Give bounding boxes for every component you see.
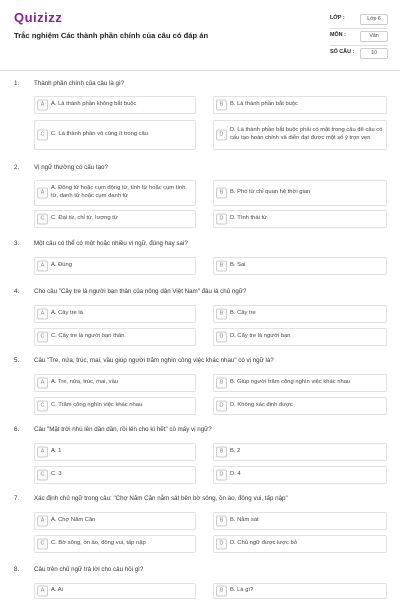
option-c[interactable] [34,397,196,415]
meta-row-class [330,12,388,29]
meta-value-class: Lớp 6 [360,14,388,25]
option-letter: B [216,516,227,527]
option-letter: D [216,332,227,343]
worksheet-title: Trắc nghiệm Các thành phần chính của câu có đáp án [14,31,209,40]
option-text: A. Động từ hoặc cụm động từ, tính từ hoặc cụm tính từ, danh từ hoặc cụm danh từ [51,185,186,199]
meta-label: SỐ CÂU : [330,49,355,55]
option-text: C. Là thành phần vô cùng ít trong câu [51,131,149,138]
option-text: A. Tre, nứa, trúc, mai, vầu [51,379,119,386]
question-number: 4. [14,288,20,295]
option-text: D. Tình thái từ [230,215,267,222]
option-b[interactable] [213,583,387,599]
option-letter: B [216,261,227,272]
option-d[interactable] [213,535,387,553]
option-letter: A [37,586,48,597]
meta-row-subject [330,29,388,46]
option-b[interactable] [213,180,387,206]
option-letter: B [216,378,227,389]
option-text: C. Trăm công nghìn việc khác nhau [51,402,143,409]
worksheet-meta [330,12,388,62]
option-a[interactable] [34,96,196,114]
question-text: Câu trên chủ ngữ trả lời cho câu hỏi gì? [34,566,144,573]
option-letter: B [216,447,227,458]
option-letter: C [37,470,48,481]
option-letter: C [37,214,48,225]
option-letter: A [37,447,48,458]
option-c[interactable] [34,328,196,346]
quizizz-logo: Quizizz [14,10,63,25]
option-d[interactable] [213,210,387,228]
option-text: B. Phó từ chỉ quan hệ thời gian [230,189,311,196]
option-letter: A [37,378,48,389]
option-text: D. Chủ ngữ được lược bỏ [230,540,297,547]
option-letter: C [37,539,48,550]
option-letter: C [37,130,48,141]
option-text: C. Đại từ, chỉ từ, lượng từ [51,215,118,222]
option-text: B. Giúp người trăm công nghìn việc khác nhau [230,379,351,386]
option-b[interactable] [213,443,387,461]
question-text: Câu "Tre, nứa, trúc, mai, vầu giúp người trăm nghìn công việc khác nhau" có vị ngữ là? [34,357,274,364]
option-text: C. Cây tre là người bạn thân [51,333,125,340]
option-text: B. Sai [230,262,246,269]
option-letter: A [37,516,48,527]
option-letter: A [37,188,48,199]
option-letter: D [216,214,227,225]
option-letter: A [37,309,48,320]
option-text: B. Là gì? [230,587,254,594]
option-text: A. 1 [51,448,62,455]
option-d[interactable] [213,466,387,484]
meta-label: LỚP : [330,15,345,21]
question-text: Cho câu "Cây tre là người bạn thân của nông dân Việt Nam" đâu là chủ ngữ? [34,288,247,295]
option-text: C. Bờ sông, ồn ào, đông vui, tấp nập [51,540,146,547]
option-text: A. Chợ Năm Căn [51,517,96,524]
option-a[interactable] [34,374,196,392]
option-text: C. 3 [51,471,62,478]
option-text: D. Là thành phần bắt buộc phải có mặt trong câu để câu có cấu tạo hoàn chỉnh và diễn đạt được một số ý trọn vẹn [230,127,383,141]
question-text: Thành phần chính của câu là gì? [34,80,125,87]
option-text: A. Ai [51,587,63,594]
question-text: Câu "Mặt trời nhú lên dần dần, rồi lên cho kì hết" có mấy vị ngữ? [34,426,212,433]
option-text: A. Đúng [51,262,72,269]
option-a[interactable] [34,512,196,530]
meta-label: MÔN : [330,32,346,38]
option-letter: D [216,539,227,550]
meta-row-count [330,46,388,62]
option-text: B. Là thành phần bắt buộc [230,101,299,108]
option-a[interactable] [34,257,196,275]
option-letter: B [216,309,227,320]
option-a[interactable] [34,180,196,206]
option-b[interactable] [213,512,387,530]
question-number: 5. [14,357,20,364]
option-b[interactable] [213,374,387,392]
option-b[interactable] [213,96,387,114]
option-d[interactable] [213,397,387,415]
option-letter: A [37,261,48,272]
option-letter: C [37,332,48,343]
option-text: D. Không xác định được [230,402,293,409]
option-text: B. 2 [230,448,241,455]
option-b[interactable] [213,305,387,323]
question-text: Vị ngữ thường có cấu tạo? [34,164,108,171]
question-number: 3. [14,240,20,247]
option-b[interactable] [213,257,387,275]
question-number: 2. [14,164,20,171]
header-divider [0,70,400,71]
question-number: 1. [14,80,20,87]
option-a[interactable] [34,443,196,461]
option-text: A. Là thành phần không bắt buộc [51,101,137,108]
option-text: D. 4 [230,471,241,478]
option-c[interactable] [34,210,196,228]
meta-value-count: 10 [360,48,388,59]
option-letter: A [37,100,48,111]
option-text: B. Cây tre [230,310,256,317]
option-text: D. Cây tre là người bạn [230,333,291,340]
meta-value-subject: Văn [360,31,388,42]
option-text: A. Cây tre là [51,310,83,317]
option-letter: B [216,188,227,199]
option-d[interactable] [213,120,387,150]
option-c[interactable] [34,535,196,553]
option-letter: B [216,586,227,597]
question-number: 6. [14,426,20,433]
option-a[interactable] [34,305,196,323]
option-letter: D [216,470,227,481]
option-c[interactable] [34,120,196,150]
option-letter: C [37,401,48,412]
question-text: Xác định chủ ngữ trong câu: "Chợ Năm Căn nằm sát bên bờ sông, ồn ào, đông vui, tấp nập" [34,495,288,502]
question-text: Một câu có thể có một hoặc nhiều vị ngữ, đúng hay sai? [34,240,188,247]
question-number: 7. [14,495,20,502]
option-text: B. Nằm sát [230,517,259,524]
question-number: 8. [14,566,20,573]
option-letter: D [216,130,227,141]
option-d[interactable] [213,328,387,346]
worksheet-header [0,0,400,70]
option-letter: B [216,100,227,111]
option-a[interactable] [34,583,196,599]
option-letter: D [216,401,227,412]
option-c[interactable] [34,466,196,484]
